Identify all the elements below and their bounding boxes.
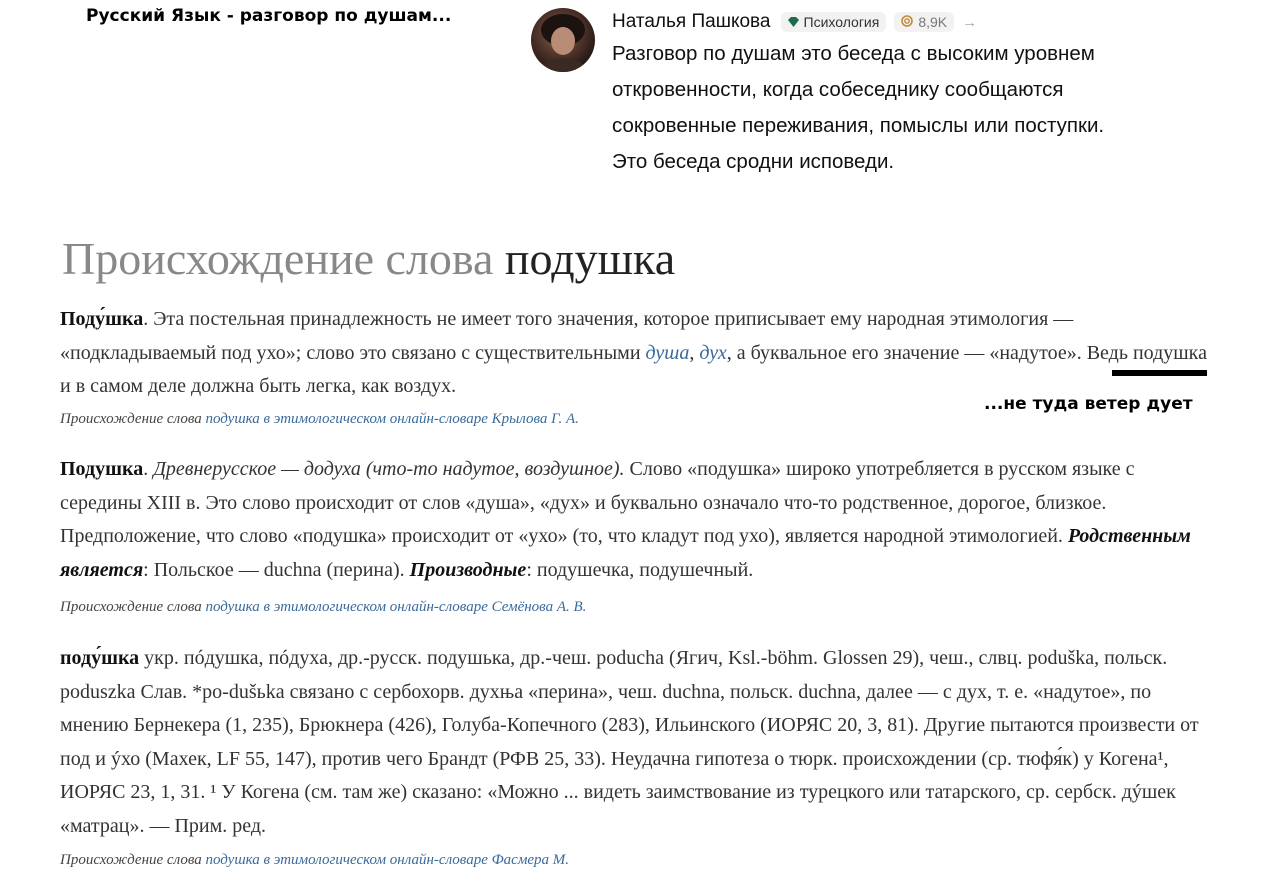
- source-prefix: Происхождение слова: [60, 599, 202, 615]
- quote-line: Это беседа сродни исповеди.: [612, 150, 895, 173]
- source-link-semenov[interactable]: подушка в этимологическом онлайн-словаре Семёнова А. В.: [205, 599, 587, 615]
- entry-text: укр. пóдушка, пóдуха, др.-русск. подушька, др.-чеш. poducha (Ягич, Ksl.-böhm. Glossen 29), чеш., слвц. poduška, польск. poduszka Слав. *po-dušьka связано с сербохорв. духња «перина», чеш. duchna, польск. duchna, далее — с дух, т. е. «надутое», по мнению Бернекера (1, 235), Брюкнера (426), Голуба-Копечного (283), Ильинского (ИОРЯС 20, 3, 81). Другие пытаются произвести от под и ýхо (Махек, LF 55, 147), против чего Брандт (РФВ 25, 33). Неудачна гипотеза о тюрк. происхождении (ср. тюфя́к) у Когена¹, ИОРЯС 23, 1, 31. ¹ У Когена (см. там же) сказано: «Можно ... видеть заимствование из турецкого или татарского, ср. сербск. дýшек «матрац». — Прим. ред.: [60, 647, 1199, 837]
- category-badge[interactable]: [781, 12, 887, 32]
- entry-text: , а буквальное его значение — «надутое». Ведь подушка и в самом деле должна быть легка, как воздух.: [60, 341, 1207, 397]
- entry-italic: Древнерусское — додуха (что-то надутое, воздушное).: [153, 458, 625, 480]
- link-dukh[interactable]: дух: [699, 341, 727, 364]
- source-prefix: Происхождение слова: [60, 852, 202, 868]
- author-name[interactable]: Наталья Пашкова: [612, 11, 771, 32]
- entry-text: Слово «подушка» широко употребляется в русском языке с середины XIII в. Это слово происходит от слов «душа», «дух» и буквально означало что-то родственное, дорогое, близкое. Предположение, что слово «подушка» происходит от «ухо» (то, что кладут под ухо), является народной этимологией.: [60, 458, 1135, 547]
- entry-krylov: [60, 303, 1218, 404]
- entry-headword: поду́шка: [60, 647, 140, 669]
- entry-text: . Эта постельная принадлежность не имеет того значения, которое приписывает ему народная этимология — «подкладываемый под ухо»; слово это связано с существительными: [60, 308, 1074, 364]
- author-avatar[interactable]: [531, 8, 595, 72]
- source-krylov: [60, 411, 579, 428]
- subscribers-badge[interactable]: [894, 12, 954, 32]
- source-link-fasmer[interactable]: подушка в этимологическом онлайн-словаре Фасмера М.: [205, 852, 570, 868]
- quote-line: Разговор по душам это беседа с высоким уровнем: [612, 42, 1095, 65]
- entry-text: ,: [689, 341, 700, 364]
- source-semenov: [60, 599, 586, 616]
- subscribers-count: 8,9K: [918, 14, 948, 30]
- source-fasmer: [60, 852, 569, 869]
- entry-text: : подушечка, подушечный.: [526, 558, 754, 581]
- quote-text: [612, 36, 1232, 180]
- top-caption: Русский Язык - разговор по душам...: [86, 6, 452, 26]
- arrow-right-icon[interactable]: →: [962, 13, 978, 31]
- entry-headword: Поду́шка: [60, 308, 144, 330]
- link-dusha[interactable]: душа: [645, 341, 690, 364]
- diamond-icon: [788, 14, 799, 30]
- source-link-krylov[interactable]: подушка в этимологическом онлайн-словаре Крылова Г. А.: [205, 411, 579, 427]
- source-prefix: Происхождение слова: [60, 411, 202, 427]
- entry-headword: Подушка: [60, 458, 144, 480]
- entry-text: .: [143, 458, 154, 480]
- entry-fasmer: [60, 642, 1218, 843]
- category-label: Психология: [803, 14, 880, 30]
- side-caption: ...не туда ветер дует: [984, 394, 1193, 414]
- entry-bold-italic: Родственным является: [60, 525, 1191, 581]
- entry-bold-italic: Производные: [409, 558, 527, 581]
- title-prefix: Происхождение слова: [62, 233, 494, 284]
- entry-text: : Польское — duchna (перина).: [143, 558, 410, 581]
- page-title: [62, 232, 675, 285]
- quote-line: откровенности, когда собеседнику сообщаются: [612, 78, 1064, 101]
- underline-annotation: [1112, 370, 1207, 376]
- quote-line: сокровенные переживания, помыслы или поступки.: [612, 114, 1105, 137]
- spiral-icon: [901, 14, 913, 30]
- title-word: подушка: [504, 233, 676, 284]
- entry-semenov: [60, 453, 1218, 587]
- author-header: [612, 10, 977, 34]
